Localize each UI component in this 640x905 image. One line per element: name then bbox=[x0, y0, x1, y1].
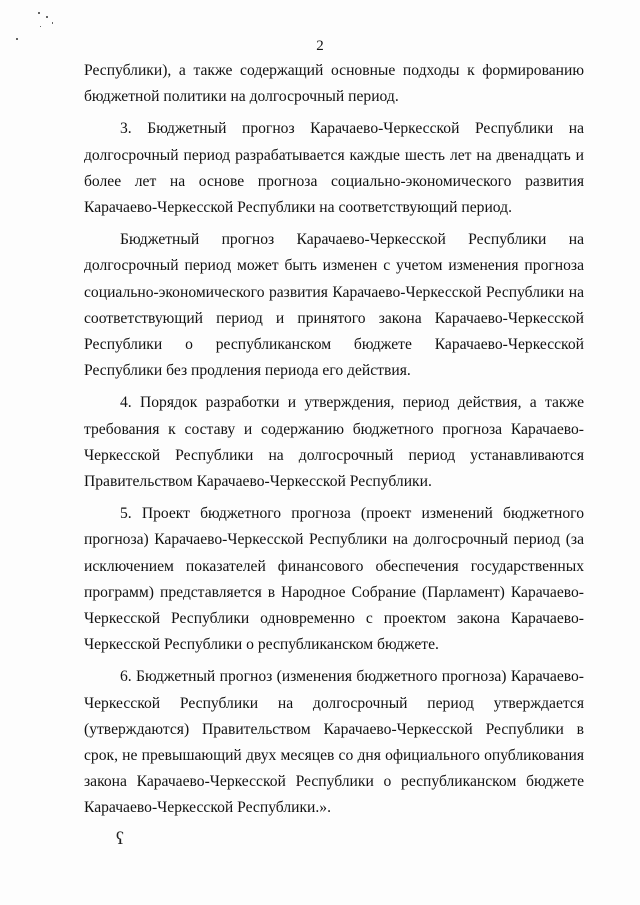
paragraph-continuation: Республики), а также содержащий основные подходы к формированию бюджетной политики на долгосрочный период. bbox=[84, 62, 584, 106]
paragraph-item-4: 4. Порядок разработки и утверждения, период действия, а также требования к составу и содержанию бюджетного прогноза Карачаево-Черкесской Республики на долгосрочный период устанавливаются Правительством Карачаево-Черкесской Республики. bbox=[84, 394, 584, 491]
handwritten-mark: ʕ bbox=[116, 828, 124, 848]
paragraph-item-3-amendment: Бюджетный прогноз Карачаево-Черкесской Республики на долгосрочный период может быть изменен с учетом изменения прогноза социально-экономического развития Карачаево-Черкесской Республики на соответствующий период и принятого закона Карачаево-Черкесской Республики о республиканском бюджете Карачаево-Черкесской Республики без продления периода его действия. bbox=[84, 231, 584, 380]
paragraph-item-6: 6. Бюджетный прогноз (изменения бюджетного прогноза) Карачаево-Черкесской Республики на долгосрочный период утверждается (утверждаются) Правительством Карачаево-Черкесской Республики в срок, не превышающий двух месяцев со дня официального опубликования закона Карачаево-Черкесской Республики о республиканском бюджете Карачаево-Черкесской Республики.». bbox=[84, 668, 584, 817]
paragraph-item-5: 5. Проект бюджетного прогноза (проект изменений бюджетного прогноза) Карачаево-Черкесской Республики на долгосрочный период (за исключением показателей финансового обеспечения государственных программ) представляется в Народное Собрание (Парламент) Карачаево-Черкесской Республики одновременно с проектом закона Карачаево-Черкесской Республики о республиканском бюджете. bbox=[84, 505, 584, 654]
page-number: 2 bbox=[316, 38, 324, 54]
document-body bbox=[84, 58, 584, 822]
paragraph-item-3: 3. Бюджетный прогноз Карачаево-Черкесской Республики на долгосрочный период разрабатывается каждые шесть лет на двенадцать и более лет на основе прогноза социально-экономического развития Карачаево-Черкесской Республики на соответствующий период. bbox=[84, 120, 584, 217]
